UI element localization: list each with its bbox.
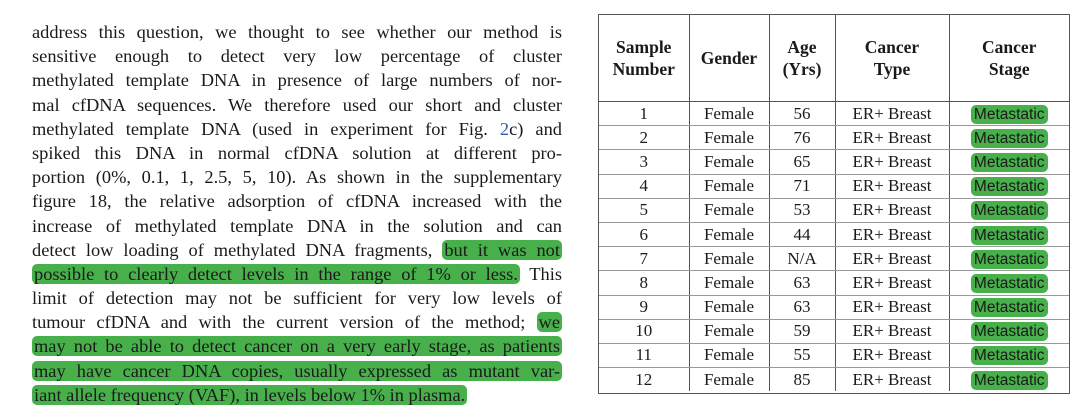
text-line <box>32 189 562 213</box>
cell-cancer-stage <box>949 271 1069 295</box>
text-line <box>32 165 562 189</box>
stage-highlight: Metastatic <box>971 226 1048 245</box>
cell-age: 71 <box>769 174 835 198</box>
cell-age: N/A <box>769 247 835 271</box>
table-row <box>599 271 1069 295</box>
cell-age: 55 <box>769 343 835 367</box>
cell-cancer-stage <box>949 222 1069 246</box>
cell-gender: Female <box>689 222 769 246</box>
text-line <box>32 141 562 165</box>
table-row <box>599 295 1069 319</box>
table-row <box>599 319 1069 343</box>
cell-cancer-stage <box>949 343 1069 367</box>
cell-sample-number: 12 <box>599 368 689 392</box>
highlighted-text: we <box>538 312 560 333</box>
cell-sample-number: 4 <box>599 174 689 198</box>
cell-sample-number: 9 <box>599 295 689 319</box>
cell-gender: Female <box>689 343 769 367</box>
cell-age: 59 <box>769 319 835 343</box>
cell-cancer-stage <box>949 368 1069 392</box>
text-span: increase of methylated template DNA in the solution and can <box>32 215 562 236</box>
cell-sample-number: 10 <box>599 319 689 343</box>
cell-sample-number: 1 <box>599 102 689 126</box>
cell-cancer-stage <box>949 247 1069 271</box>
header-label: Age <box>787 37 817 57</box>
cell-gender: Female <box>689 126 769 150</box>
cell-gender: Female <box>689 150 769 174</box>
text-line <box>32 310 562 334</box>
cell-cancer-stage <box>949 174 1069 198</box>
text-span: methylated template DNA (used in experiment for Fig. <box>32 118 500 139</box>
highlighted-text: but it was not <box>444 239 560 260</box>
cell-cancer-type: ER+ Breast <box>835 126 949 150</box>
text-line <box>32 262 562 286</box>
cell-sample-number: 3 <box>599 150 689 174</box>
cell-age: 76 <box>769 126 835 150</box>
cell-sample-number: 5 <box>599 198 689 222</box>
text-line <box>32 20 562 44</box>
cell-sample-number: 7 <box>599 247 689 271</box>
text-span: spiked this DNA in normal cfDNA solution at different pro- <box>32 142 562 163</box>
cell-cancer-type: ER+ Breast <box>835 295 949 319</box>
cell-gender: Female <box>689 102 769 126</box>
cell-age: 56 <box>769 102 835 126</box>
stage-highlight: Metastatic <box>971 346 1048 365</box>
stage-highlight: Metastatic <box>971 274 1048 293</box>
text-line <box>32 334 562 358</box>
cell-gender: Female <box>689 319 769 343</box>
header-label: Type <box>873 59 911 79</box>
header-label: Cancer <box>982 37 1037 57</box>
stage-highlight: Metastatic <box>971 322 1048 341</box>
text-line <box>32 383 562 407</box>
cell-cancer-type: ER+ Breast <box>835 271 949 295</box>
cell-gender: Female <box>689 247 769 271</box>
header-cancer-stage <box>949 15 1069 102</box>
cell-cancer-type: ER+ Breast <box>835 343 949 367</box>
text-span: figure 18, the relative adsorption of cfDNA increased with the <box>32 191 562 212</box>
cell-sample-number: 11 <box>599 343 689 367</box>
table-row <box>599 343 1069 367</box>
text-line <box>32 214 562 238</box>
table-row <box>599 102 1069 126</box>
cell-cancer-type: ER+ Breast <box>835 222 949 246</box>
cell-age: 85 <box>769 368 835 392</box>
text-line <box>32 238 562 262</box>
cell-cancer-type: ER+ Breast <box>835 174 949 198</box>
cell-cancer-type: ER+ Breast <box>835 247 949 271</box>
cell-cancer-type: ER+ Breast <box>835 368 949 392</box>
highlighted-text: iant allele frequency (VAF), in levels below 1% in plasma. <box>34 384 466 405</box>
cell-gender: Female <box>689 198 769 222</box>
text-span: sensitive enough to detect very low percentage of cluster <box>32 46 562 67</box>
cell-sample-number: 2 <box>599 126 689 150</box>
text-line <box>32 93 562 117</box>
header-cancer-type <box>835 15 949 102</box>
body-paragraph <box>32 20 562 407</box>
header-age <box>769 15 835 102</box>
text-span: detect low loading of methylated DNA fragments, <box>32 239 443 260</box>
table-row <box>599 247 1069 271</box>
cell-cancer-stage <box>949 295 1069 319</box>
highlighted-text: may not be able to detect cancer on a very early stage, as patients <box>34 336 560 357</box>
stage-highlight: Metastatic <box>971 250 1048 269</box>
text-span: mal cfDNA sequences. We therefore used our short and cluster <box>32 94 562 115</box>
highlighted-text: possible to clearly detect levels in the range of 1% or less. <box>34 263 518 284</box>
cell-gender: Female <box>689 271 769 295</box>
text-span: address this question, we thought to see whether our method is <box>32 22 562 42</box>
table-row <box>599 150 1069 174</box>
stage-highlight: Metastatic <box>971 298 1048 317</box>
text-span: methylated template DNA in presence of large numbers of nor- <box>32 70 562 91</box>
text-span: tumour cfDNA and with the current version of the method; <box>32 312 537 333</box>
cell-sample-number: 6 <box>599 222 689 246</box>
text-line <box>32 44 562 68</box>
cell-cancer-type: ER+ Breast <box>835 319 949 343</box>
cell-cancer-stage <box>949 126 1069 150</box>
header-label: (Yrs) <box>782 59 822 79</box>
table-header-row <box>599 15 1069 102</box>
cell-cancer-type: ER+ Breast <box>835 198 949 222</box>
cell-cancer-stage <box>949 150 1069 174</box>
header-label: Stage <box>988 59 1030 79</box>
cell-gender: Female <box>689 295 769 319</box>
text-span: This <box>519 263 562 284</box>
header-sample-number <box>599 15 689 102</box>
header-label: Sample <box>616 37 672 57</box>
table-row <box>599 222 1069 246</box>
table-row <box>599 126 1069 150</box>
cell-cancer-stage <box>949 102 1069 126</box>
cell-cancer-stage <box>949 198 1069 222</box>
stage-highlight: Metastatic <box>971 371 1048 390</box>
figure-reference-link[interactable]: 2 <box>499 118 510 139</box>
text-span: limit of detection may not be sufficient for very low levels of <box>32 288 562 309</box>
stage-highlight: Metastatic <box>971 129 1048 148</box>
text-span: c) and <box>509 118 562 139</box>
text-line <box>32 68 562 92</box>
header-label: Cancer <box>864 37 920 57</box>
header-gender <box>689 15 769 102</box>
cell-age: 53 <box>769 198 835 222</box>
text-span: portion (0%, 0.1, 1, 2.5, 5, 10). As shown in the supplementary <box>32 167 562 188</box>
cell-cancer-type: ER+ Breast <box>835 150 949 174</box>
cell-gender: Female <box>689 174 769 198</box>
cell-age: 44 <box>769 222 835 246</box>
cell-cancer-type: ER+ Breast <box>835 102 949 126</box>
text-line <box>32 117 562 141</box>
cell-sample-number: 8 <box>599 271 689 295</box>
table-row <box>599 198 1069 222</box>
table-row <box>599 368 1069 392</box>
header-label: Gender <box>700 48 758 68</box>
table-row <box>599 174 1069 198</box>
cell-age: 63 <box>769 295 835 319</box>
stage-highlight: Metastatic <box>971 105 1048 124</box>
text-line <box>32 286 562 310</box>
cell-age: 65 <box>769 150 835 174</box>
cell-cancer-stage <box>949 319 1069 343</box>
cell-age: 63 <box>769 271 835 295</box>
text-line <box>32 359 562 383</box>
stage-highlight: Metastatic <box>971 201 1048 220</box>
patient-table <box>598 14 1070 394</box>
header-label: Number <box>612 59 675 79</box>
stage-highlight: Metastatic <box>971 177 1048 196</box>
highlighted-text: may have cancer DNA copies, usually expressed as mutant var- <box>34 360 560 381</box>
stage-highlight: Metastatic <box>971 153 1048 172</box>
cell-gender: Female <box>689 368 769 392</box>
